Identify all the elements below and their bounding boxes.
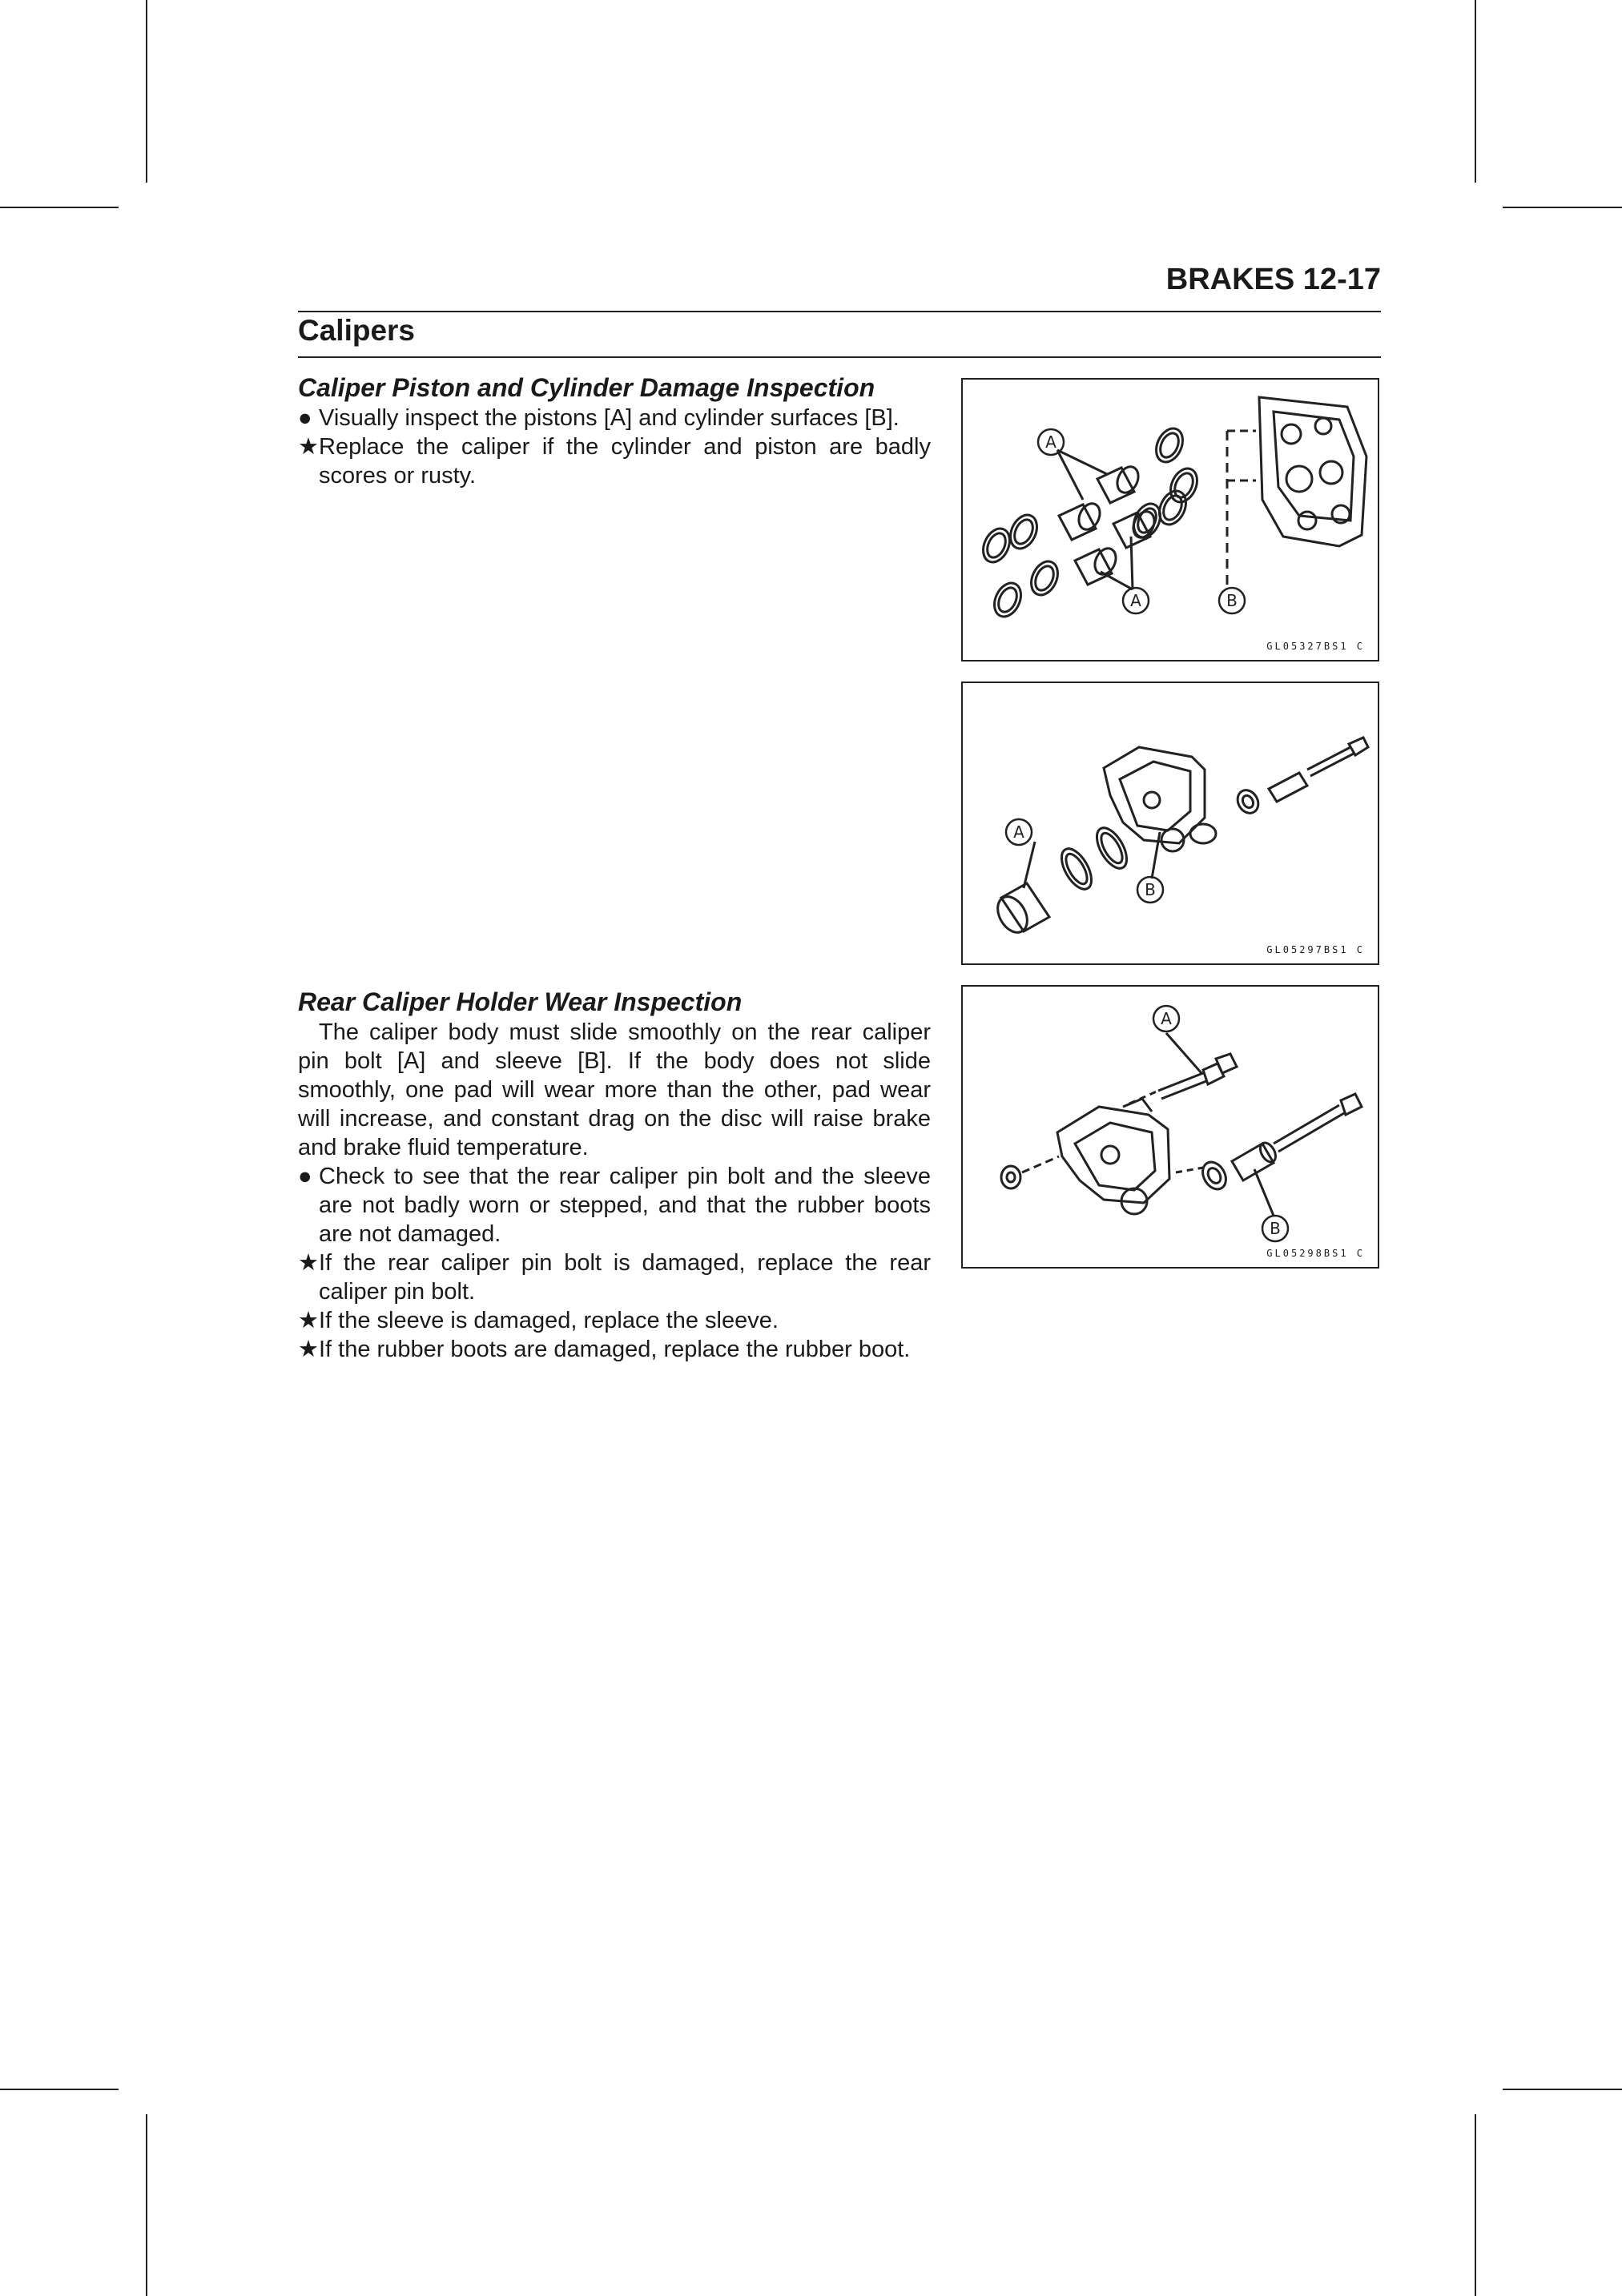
crop-mark bbox=[1475, 2114, 1476, 2296]
subsection-body bbox=[298, 1018, 931, 1364]
callout-label: A bbox=[1045, 432, 1057, 452]
bullet-icon: ● bbox=[298, 405, 312, 431]
figure-code: GL05327BS1 C bbox=[1266, 641, 1365, 652]
callout-label: B bbox=[1270, 1219, 1281, 1238]
piston-diagram bbox=[963, 380, 1381, 663]
list-item bbox=[298, 404, 931, 432]
rear-caliper-diagram bbox=[963, 683, 1381, 967]
list-item-text: If the rear caliper pin bolt is damaged, replace the rear caliper pin bolt. bbox=[319, 1250, 931, 1305]
subsection-title: Rear Caliper Holder Wear Inspection bbox=[298, 987, 743, 1016]
crop-mark bbox=[146, 0, 147, 183]
list-item-text: Replace the caliper if the cylinder and piston are badly scores or rusty. bbox=[319, 434, 931, 489]
list-item bbox=[298, 1162, 931, 1249]
list-item bbox=[298, 432, 931, 490]
crop-mark bbox=[146, 2114, 147, 2296]
header-rule bbox=[298, 311, 1381, 312]
list-item bbox=[298, 1249, 931, 1306]
crop-mark bbox=[1475, 0, 1476, 183]
list-item-text: Check to see that the rear caliper pin bolt and the sleeve are not badly worn or stepped, and that the rubber boots are not damaged. bbox=[319, 1164, 931, 1247]
crop-mark bbox=[1503, 2089, 1622, 2090]
star-icon: ★ bbox=[298, 1337, 319, 1362]
figure-code: GL05297BS1 C bbox=[1266, 944, 1365, 955]
list-item bbox=[298, 1306, 931, 1335]
figure-piston-cylinder bbox=[961, 378, 1379, 661]
section-rule bbox=[298, 356, 1381, 358]
subsection-body bbox=[298, 404, 931, 490]
crop-mark bbox=[1503, 207, 1622, 208]
callout-label: B bbox=[1145, 880, 1156, 899]
bullet-icon: ● bbox=[298, 1164, 312, 1189]
star-icon: ★ bbox=[298, 1308, 319, 1333]
list-item-text: If the sleeve is damaged, replace the sleeve. bbox=[319, 1308, 779, 1333]
figure-rear-caliper-piston bbox=[961, 682, 1379, 965]
figure-code: GL05298BS1 C bbox=[1266, 1248, 1365, 1259]
list-item-text: If the rubber boots are damaged, replace the rubber boot. bbox=[319, 1337, 911, 1362]
callout-label: A bbox=[1130, 591, 1141, 610]
star-icon: ★ bbox=[298, 434, 319, 460]
list-item bbox=[298, 1335, 931, 1364]
list-item-text: Visually inspect the pistons [A] and cylinder surfaces [B]. bbox=[319, 405, 900, 431]
crop-mark bbox=[0, 207, 119, 208]
figure-pin-bolt-sleeve bbox=[961, 985, 1379, 1269]
running-head: BRAKES 12-17 bbox=[1165, 263, 1381, 296]
star-icon: ★ bbox=[298, 1250, 319, 1276]
pin-bolt-diagram bbox=[963, 987, 1381, 1270]
section-title: Calipers bbox=[298, 314, 416, 347]
callout-label: B bbox=[1226, 591, 1238, 610]
crop-mark bbox=[0, 2089, 119, 2090]
paragraph: The caliper body must slide smoothly on the rear caliper pin bolt [A] and sleeve [B]. If the body does not slide smoothly, one pad will wear more than the other, pad wear will increase, and constant drag on the disc will raise brake and brake fluid temperature. bbox=[298, 1019, 931, 1160]
callout-label: A bbox=[1161, 1009, 1172, 1028]
subsection-title: Caliper Piston and Cylinder Damage Inspection bbox=[298, 373, 875, 402]
callout-label: A bbox=[1013, 822, 1024, 842]
